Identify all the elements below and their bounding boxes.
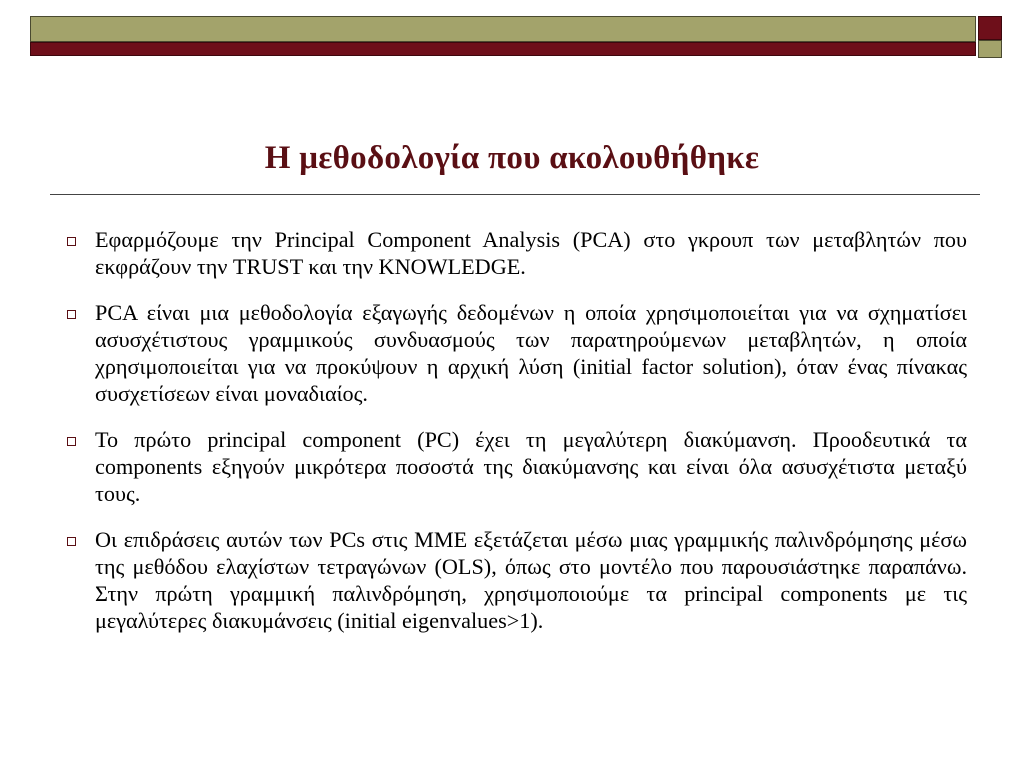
bullet-text: Εφαρμόζουμε την Principal Component Analysis (PCA) στο γκρουπ των μεταβλητών που εκφράζουν την TRUST και την KNOWLEDGE. bbox=[95, 227, 967, 279]
bullet-text: PCA είναι μια μεθοδολογία εξαγωγής δεδομένων η οποία χρησιμοποιείται για να σχηματίσει ασυσχέτιστους γραμμικούς συνδυασμούς των παρατηρούμενων μεταβλητών, η οποία χρησιμοποιείται για να προκύψουν η αρχική λύση (initial factor solution), όταν ένας πίνακας συσχετίσεων είναι μοναδιαίος. bbox=[95, 300, 967, 406]
bullet-list bbox=[62, 226, 967, 653]
bullet-item-1 bbox=[62, 226, 967, 280]
hollow-square-bullet-icon bbox=[67, 437, 76, 446]
bullet-text: Οι επιδράσεις αυτών των PCs στις MME εξετάζεται μέσω μιας γραμμικής παλινδρόμησης μέσω της μεθόδου ελαχίστων τετραγώνων (OLS), όπως στο μοντέλο που παρουσιάστηκε παραπάνω. Στην πρώτη γραμμική παλινδρόμηση, χρησιμοποιούμε τα principal components με τις μεγαλύτερες διακυμάνσεις (initial eigenvalues>1). bbox=[95, 527, 967, 633]
hollow-square-bullet-icon bbox=[67, 310, 76, 319]
bullet-item-4 bbox=[62, 526, 967, 634]
corner-olive-square bbox=[978, 40, 1002, 58]
banner-olive-band bbox=[30, 16, 976, 42]
hollow-square-bullet-icon bbox=[67, 537, 76, 546]
corner-maroon-square bbox=[978, 16, 1002, 40]
bullet-item-3 bbox=[62, 426, 967, 507]
hollow-square-bullet-icon bbox=[67, 237, 76, 246]
banner-maroon-band bbox=[30, 42, 976, 56]
slide-title: Η μεθοδολογία που ακολουθήθηκε bbox=[264, 140, 760, 176]
title-divider bbox=[50, 194, 980, 195]
bullet-item-2 bbox=[62, 299, 967, 407]
top-banner bbox=[30, 16, 976, 56]
bullet-text: Το πρώτο principal component (PC) έχει τη μεγαλύτερη διακύμανση. Προοδευτικά τα components εξηγούν μικρότερα ποσοστά της διακύμανσης και είναι όλα ασυσχέτιστα μεταξύ τους. bbox=[95, 427, 967, 506]
